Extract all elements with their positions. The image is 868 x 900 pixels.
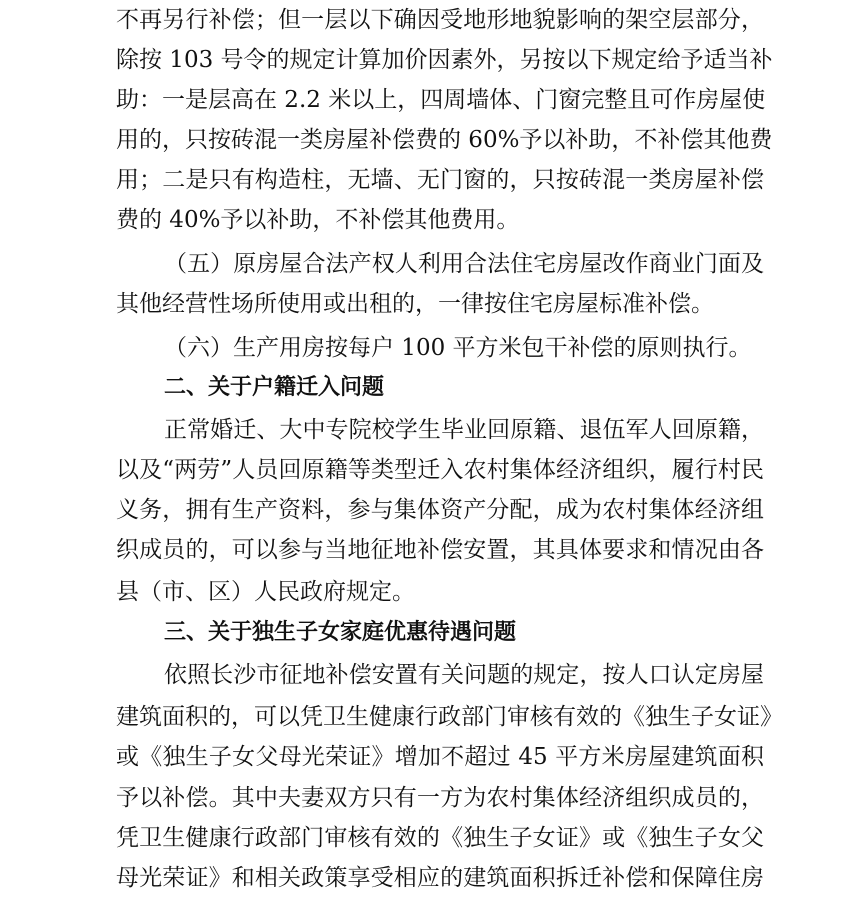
- text-line: 正常婚迁、大中专院校学生毕业回原籍、退伍军人回原籍，: [164, 417, 764, 443]
- text-line: 或《独生子女父母光荣证》增加不超过 45 平方米房屋建筑面积: [116, 744, 764, 770]
- text-line: 其他经营性场所使用或出租的，一律按住宅房屋标准补偿。: [116, 291, 714, 317]
- text-line: 凭卫生健康行政部门审核有效的《独生子女证》或《独生子女父: [116, 825, 764, 851]
- section-heading: 二、关于户籍迁入问题: [164, 375, 385, 400]
- text-line: （六）生产用房按每户 100 平方米包干补偿的原则执行。: [164, 335, 752, 361]
- text-line: 依照长沙市征地补偿安置有关问题的规定，按人口认定房屋: [164, 662, 764, 688]
- text-line: 费的 40%予以补助，不补偿其他费用。: [116, 207, 520, 233]
- text-line: 母光荣证》和相关政策享受相应的建筑面积拆迁补偿和保障住房: [116, 865, 764, 891]
- text-line: 助：一是层高在 2.2 米以上，四周墙体、门窗完整且可作房屋使: [116, 87, 766, 113]
- text-line: 不再另行补偿；但一层以下确因受地形地貌影响的架空层部分，: [116, 7, 764, 33]
- text-line: 县（市、区）人民政府规定。: [116, 579, 415, 605]
- text-line: 义务，拥有生产资料，参与集体资产分配，成为农村集体经济组: [116, 497, 764, 523]
- text-line: 以及“两劳”人员回原籍等类型迁入农村集体经济组织，履行村民: [116, 457, 764, 483]
- text-line: 织成员的，可以参与当地征地补偿安置，其具体要求和情况由各: [116, 537, 764, 563]
- text-line: （五）原房屋合法产权人利用合法住宅房屋改作商业门面及: [164, 251, 764, 277]
- section-heading: 三、关于独生子女家庭优惠待遇问题: [164, 620, 517, 645]
- text-line: 予以补偿。其中夫妻双方只有一方为农村集体经济组织成员的，: [116, 785, 764, 811]
- text-line: 用的，只按砖混一类房屋补偿费的 60%予以补助，不补偿其他费: [116, 127, 773, 153]
- text-line: 除按 103 号令的规定计算加价因素外，另按以下规定给予适当补: [116, 47, 773, 73]
- text-line: 建筑面积的，可以凭卫生健康行政部门审核有效的《独生子女证》: [116, 704, 783, 730]
- text-line: 用；二是只有构造柱，无墙、无门窗的，只按砖混一类房屋补偿: [116, 167, 764, 193]
